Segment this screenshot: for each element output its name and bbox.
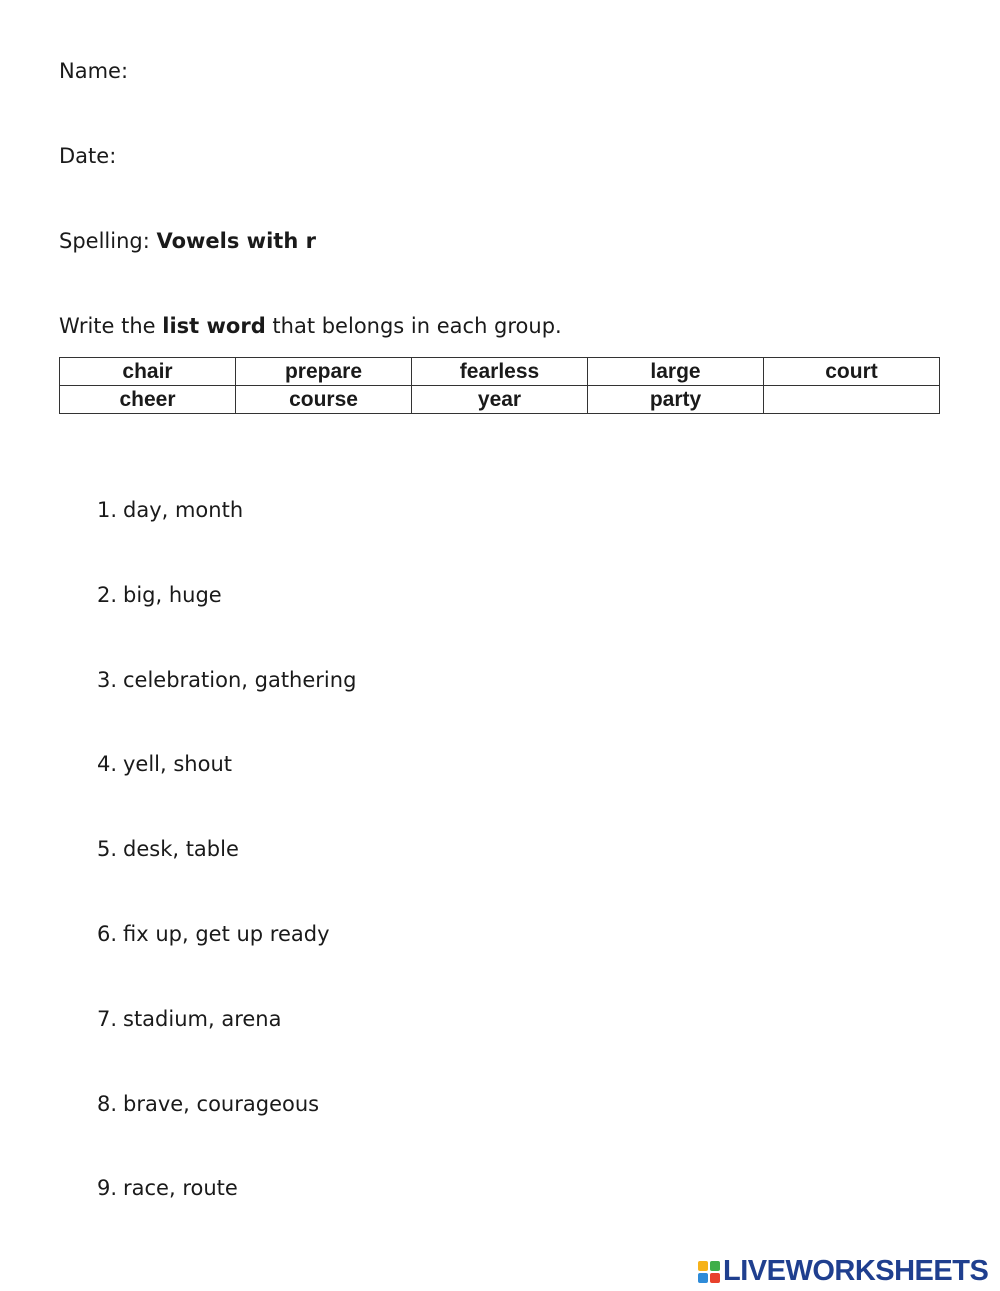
word-bank-cell: party xyxy=(588,386,764,414)
word-bank-cell xyxy=(764,386,940,414)
word-bank-cell: year xyxy=(412,386,588,414)
item-number: 7. xyxy=(96,1006,117,1031)
name-label: Name: xyxy=(59,59,129,83)
item-number: 9. xyxy=(96,1176,117,1201)
list-item xyxy=(85,1092,356,1177)
word-bank-row xyxy=(60,358,940,386)
item-number: 4. xyxy=(96,752,117,777)
item-clue: brave, courageous xyxy=(123,1091,320,1116)
spelling-topic: Vowels with r xyxy=(156,229,316,253)
group-list xyxy=(85,498,356,1261)
list-item xyxy=(85,752,356,837)
item-number: 2. xyxy=(96,582,117,607)
list-item xyxy=(85,583,356,668)
word-bank-cell: large xyxy=(588,358,764,386)
list-item xyxy=(85,922,356,1007)
logo-blocks-icon xyxy=(698,1261,720,1283)
item-number: 3. xyxy=(96,667,117,692)
list-item xyxy=(85,498,356,583)
word-bank-cell: prepare xyxy=(236,358,412,386)
item-clue: big, huge xyxy=(123,582,222,607)
list-item xyxy=(85,668,356,753)
spelling-label: Spelling: xyxy=(59,229,150,253)
list-item xyxy=(85,1007,356,1092)
item-clue: stadium, arena xyxy=(123,1006,282,1031)
word-bank-cell: cheer xyxy=(60,386,236,414)
item-number: 5. xyxy=(96,837,117,862)
item-clue: day, month xyxy=(123,498,244,522)
item-clue: celebration, gathering xyxy=(123,667,357,692)
instruction-prefix: Write the xyxy=(59,314,163,338)
instruction-suffix: that belongs in each group. xyxy=(265,314,562,338)
spelling-title xyxy=(59,229,316,253)
date-label: Date: xyxy=(59,144,117,168)
item-number: 6. xyxy=(96,921,117,946)
word-bank-table xyxy=(59,357,940,414)
item-number: 8. xyxy=(96,1091,117,1116)
logo-block xyxy=(698,1273,708,1283)
liveworksheets-logo xyxy=(698,1255,988,1288)
logo-block xyxy=(698,1261,708,1271)
item-clue: yell, shout xyxy=(123,752,233,777)
logo-block xyxy=(710,1261,720,1271)
word-bank-cell: court xyxy=(764,358,940,386)
item-clue: race, route xyxy=(123,1176,238,1201)
word-bank-row xyxy=(60,386,940,414)
instruction xyxy=(59,314,562,338)
word-bank-cell: chair xyxy=(60,358,236,386)
logo-block xyxy=(710,1273,720,1283)
logo-text: LIVEWORKSHEETS xyxy=(723,1255,989,1287)
item-number: 1. xyxy=(96,498,117,522)
item-clue: desk, table xyxy=(123,837,239,862)
list-item xyxy=(85,837,356,922)
word-bank-cell: fearless xyxy=(412,358,588,386)
instruction-emphasis: list word xyxy=(162,314,266,338)
word-bank-cell: course xyxy=(236,386,412,414)
item-clue: fix up, get up ready xyxy=(123,921,330,946)
list-item xyxy=(85,1176,356,1261)
